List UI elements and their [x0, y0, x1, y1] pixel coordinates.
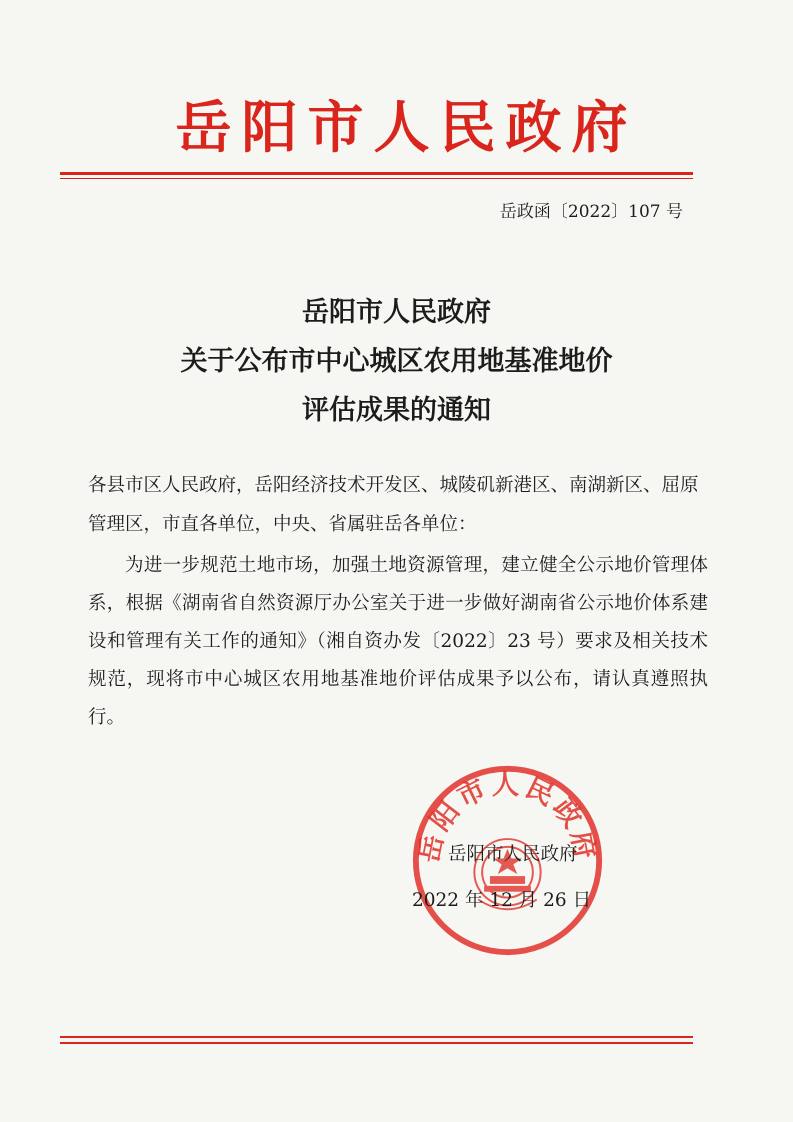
- signature-date: 2022 年 12 月 26 日: [412, 890, 592, 911]
- document-title: [80, 288, 713, 435]
- seal-text: 岳阳市人民政府: [413, 769, 602, 866]
- masthead-red-rule: [60, 172, 693, 175]
- title-line-1: 岳阳市人民政府: [302, 297, 491, 328]
- footer-red-rule: [60, 1036, 693, 1038]
- title-line-2: 关于公布市中心城区农用地基准地价: [180, 346, 613, 377]
- title-line-3: 评估成果的通知: [302, 395, 491, 426]
- body-paragraph: 为进一步规范土地市场，加强土地资源管理，建立健全公示地价管理体系，根据《湖南省自然资源厅办公室关于进一步做好湖南省公示地价体系建设和管理有关工作的通知》（湘自资办发〔2022〕23 号）要求及相关技术规范，现将市中心城区农用地基准地价评估成果予以公布，请认真遵照执行。: [88, 555, 708, 728]
- signature-org: 岳阳市人民政府: [448, 844, 578, 865]
- document-number: 岳政函〔2022〕107 号: [499, 202, 683, 222]
- masthead-title: 岳阳市人民政府: [175, 95, 638, 161]
- addressee: 各县市区人民政府，岳阳经济技术开发区、城陵矶新港区、南湖新区、屈原管理区，市直各单位，中央、省属驻岳各单位：: [88, 475, 699, 535]
- footer-red-rule-2: [60, 1042, 693, 1044]
- masthead-red-rule-thin: [60, 178, 693, 179]
